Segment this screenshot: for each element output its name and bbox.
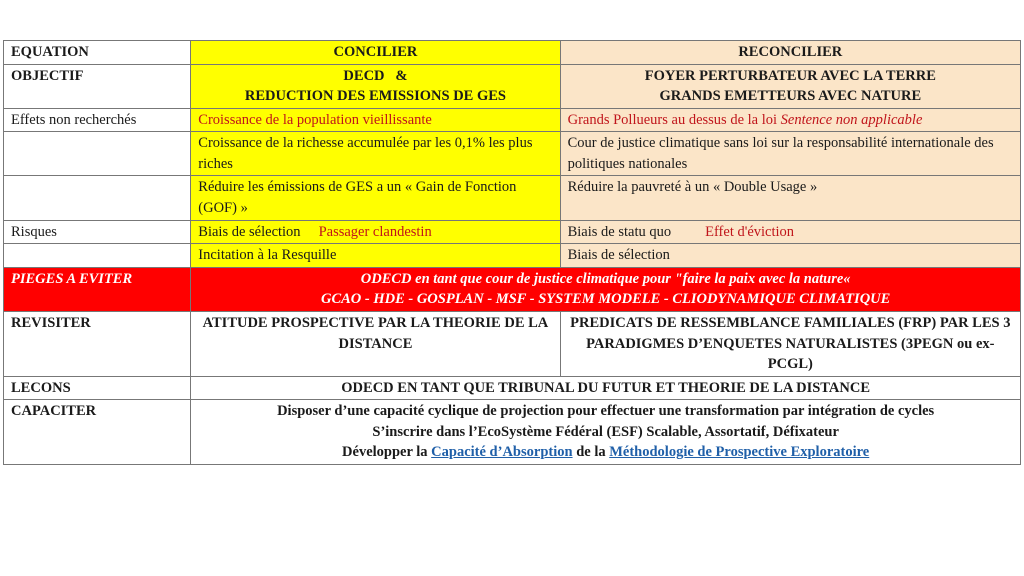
objectif-row: [4, 64, 1021, 108]
header-equation: EQUATION: [4, 41, 191, 65]
header-row: [4, 41, 1021, 65]
lecons-label: LECONS: [4, 376, 191, 400]
objectif-concilier-line2: REDUCTION DES EMISSIONS DE GES: [244, 88, 506, 105]
risques-reconcilier-1: [560, 220, 1020, 244]
lecons-row: [4, 376, 1021, 400]
effets-row-3: [4, 176, 1021, 220]
capacite-absorption-link[interactable]: Capacité d’Absorption: [431, 444, 573, 461]
capaciter-line1: Disposer d’une capacité cyclique de projection pour effectuer une transformation par intégration de cycles: [277, 403, 935, 420]
effets-reconcilier-1-italic: Sentence non applicable: [780, 111, 923, 128]
capaciter-line3: [198, 442, 1013, 463]
risques-concilier-2: Incitation à la Resquille: [191, 244, 560, 268]
risques-empty-2: [4, 244, 191, 268]
risques-row-2: [4, 244, 1021, 268]
pieges-line2: GCAO - HDE - GOSPLAN - MSF - SYSTEM MODELE - CLIODYNAMIQUE CLIMATIQUE: [320, 291, 891, 308]
capaciter-line3-mid: de la: [576, 444, 606, 461]
objectif-reconcilier-line2: GRANDS EMETTEURS AVEC NATURE: [659, 88, 922, 105]
risques-reconcilier-1b: Effet d'éviction: [705, 223, 795, 240]
capaciter-line3-prefix: Développer la: [342, 444, 428, 461]
effets-reconcilier-3: Réduire la pauvreté à un « Double Usage »: [560, 176, 1020, 220]
revisiter-label: REVISITER: [4, 311, 191, 376]
header-concilier: CONCILIER: [191, 41, 560, 65]
effets-reconcilier-1: [560, 108, 1020, 132]
risques-label: Risques: [4, 220, 191, 244]
revisiter-concilier: ATITUDE PROSPECTIVE PAR LA THEORIE DE LA DISTANCE: [191, 311, 560, 376]
comparison-table: [3, 40, 1021, 465]
effets-row-2: [4, 132, 1021, 176]
revisiter-row: [4, 311, 1021, 376]
risques-reconcilier-2: Biais de sélection: [560, 244, 1020, 268]
effets-empty-2: [4, 132, 191, 176]
effets-concilier-3: Réduire les émissions de GES a un « Gain de Fonction (GOF) »: [191, 176, 560, 220]
objectif-label: OBJECTIF: [4, 64, 191, 108]
capaciter-row: [4, 400, 1021, 465]
capaciter-label: CAPACITER: [4, 400, 191, 465]
risques-row-1: [4, 220, 1021, 244]
methodologie-prospective-link[interactable]: Méthodologie de Prospective Exploratoire: [609, 444, 870, 461]
objectif-concilier: [191, 64, 560, 108]
header-reconcilier: RECONCILIER: [560, 41, 1020, 65]
pieges-content: [191, 267, 1021, 311]
objectif-concilier-line1: DECD &: [343, 67, 408, 84]
risques-reconcilier-1a: Biais de statu quo: [567, 223, 672, 240]
capaciter-line2: S’inscrire dans l’EcoSystème Fédéral (ESF) Scalable, Assortatif, Défixateur: [372, 423, 839, 440]
pieges-label: PIEGES A EVITER: [4, 267, 191, 311]
objectif-reconcilier: [560, 64, 1020, 108]
risques-concilier-1: [191, 220, 560, 244]
effets-label: Effets non recherchés: [4, 108, 191, 132]
objectif-reconcilier-line1: FOYER PERTURBATEUR AVEC LA TERRE: [644, 67, 936, 84]
effets-concilier-2: Croissance de la richesse accumulée par les 0,1% les plus riches: [191, 132, 560, 176]
pieges-row: [4, 267, 1021, 311]
risques-concilier-1a: Biais de sélection: [198, 223, 301, 240]
revisiter-reconcilier: PREDICATS DE RESSEMBLANCE FAMILIALES (FRP) PAR LES 3 PARADIGMES D’ENQUETES NATURALISTES (3PEGN ou ex-PCGL): [560, 311, 1020, 376]
effets-reconcilier-1-text: Grands Pollueurs au dessus de la loi: [567, 111, 778, 128]
lecons-content: ODECD EN TANT QUE TRIBUNAL DU FUTUR ET THEORIE DE LA DISTANCE: [191, 376, 1021, 400]
pieges-line1: ODECD en tant que cour de justice climatique pour "faire la paix avec la nature«: [360, 270, 851, 287]
effets-row-1: [4, 108, 1021, 132]
effets-reconcilier-2: Cour de justice climatique sans loi sur la responsabilité internationale des politiques nationales: [560, 132, 1020, 176]
effets-empty-3: [4, 176, 191, 220]
capaciter-content: [191, 400, 1021, 465]
effets-concilier-1: Croissance de la population vieillissante: [191, 108, 560, 132]
risques-concilier-1b: Passager clandestin: [318, 223, 432, 240]
